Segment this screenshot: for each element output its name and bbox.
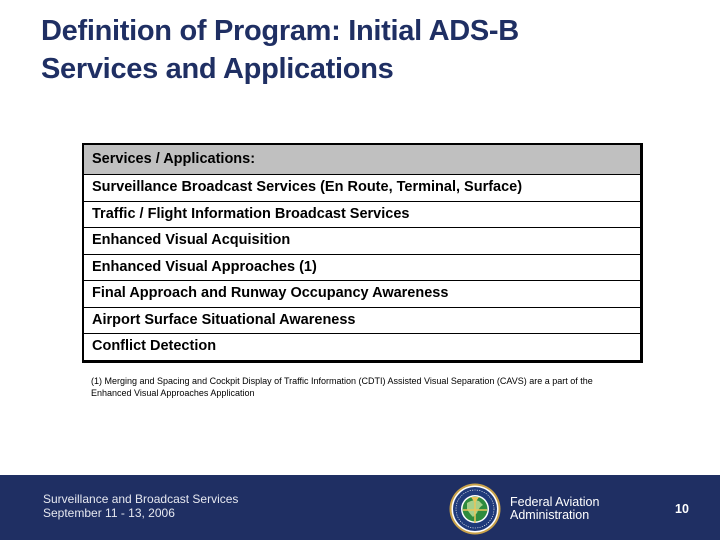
agency-line-1: Federal Aviation: [510, 495, 600, 509]
services-table: [82, 143, 643, 363]
footnote: (1) Merging and Spacing and Cockpit Display of Traffic Information (CDTI) Assisted Visual Separation (CAVS) are a part of the Enhanced Visual Approaches Application: [91, 376, 593, 398]
table-header: Services / Applications:: [84, 145, 640, 174]
slide-title: [41, 12, 681, 88]
slide-footer: [0, 475, 720, 540]
table-row: Conflict Detection: [84, 333, 640, 360]
footer-event-info: [43, 492, 238, 520]
table-row: Traffic / Flight Information Broadcast Services: [84, 201, 640, 228]
table-row: Enhanced Visual Approaches (1): [84, 254, 640, 281]
faa-seal-icon: [449, 483, 501, 535]
slide-title-line-1: Definition of Program: Initial ADS-B: [41, 15, 519, 47]
table-row: Final Approach and Runway Occupancy Awareness: [84, 280, 640, 307]
table-row: Enhanced Visual Acquisition: [84, 227, 640, 254]
table-row: Surveillance Broadcast Services (En Route, Terminal, Surface): [84, 174, 640, 201]
page-number: 10: [675, 502, 689, 516]
footer-dates: September 11 - 13, 2006: [43, 506, 175, 520]
agency-name: [510, 496, 599, 522]
footer-program: Surveillance and Broadcast Services: [43, 492, 239, 506]
table-row: Airport Surface Situational Awareness: [84, 307, 640, 334]
agency-line-2: Administration: [510, 508, 590, 522]
slide-title-line-2: Services and Applications: [41, 53, 394, 85]
